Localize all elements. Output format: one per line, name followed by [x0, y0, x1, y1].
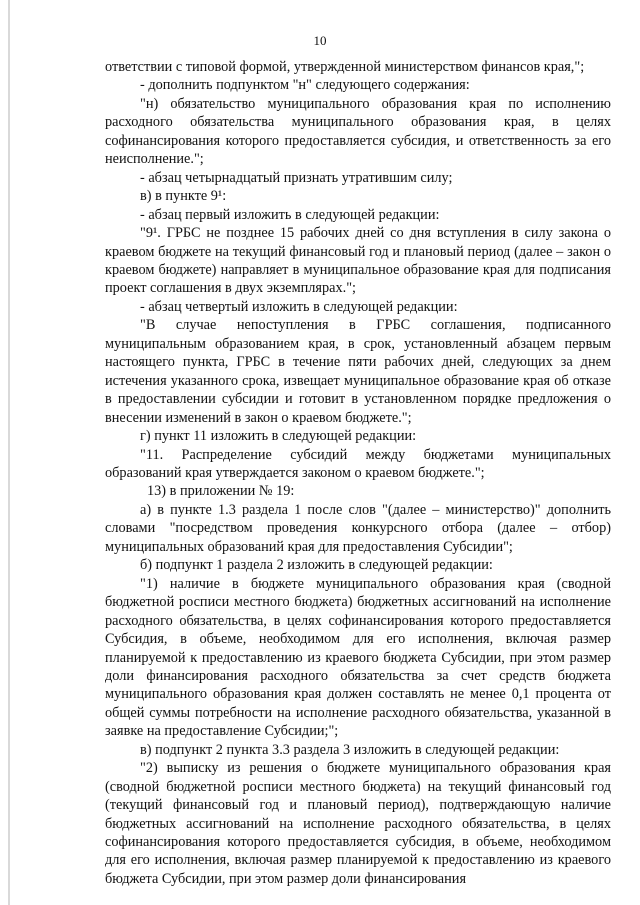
paragraph-abzac-first: - абзац первый изложить в следующей редакции: [140, 206, 440, 223]
paragraph-section-2: б) подпункт 1 раздела 2 изложить в следующей редакции: [140, 557, 493, 574]
paragraph-abzac-fourth: - абзац четвертый изложить в следующей редакции: [140, 298, 458, 315]
paragraph-point-11: г) пункт 11 изложить в следующей редакции: [140, 428, 417, 445]
paragraph-section-2-text: "1) наличие в бюджете муниципального образования края (сводной бюджетной росписи местного бюджета) бюджетных ассигнований на исполнение расходного обязательства, в целях софинансирования которого предоставляется Субсидия, в объеме, необходимом для его исполнения, включая размер планируемой к предоставлению из краевого бюджета Субсидии, при этом размер доли финансирования расходного обязательства за счет средств бюджета муниципального образования края должен составлять не менее 0,1 процента от общей суммы потребности на исполнение расходного обязательства, указанной в заявке на предоставление Субсидии;"; [105, 575, 611, 740]
paragraph-point-11-text: "11. Распределение субсидий между бюджетами муниципальных образований края утверждается законом о краевом бюджете."; [105, 446, 611, 481]
paragraph-point-1-3: а) в пункте 1.3 раздела 1 после слов "(далее – министерство)" дополнить словами "посредством проведения конкурсного отбора (далее – отбор) муниципальных образований края для предоставления Субсидии"; [105, 501, 611, 555]
paragraph-subpoint-n-text: "н) обязательство муниципального образования края по исполнению расходного обязательства муниципального образования края, в целях софинансирования которого предоставляется субсидия, и ответственность за его неисполнение."; [105, 95, 611, 168]
page-number: 10 [313, 33, 327, 48]
paragraph-point-9-1: в) в пункте 9¹: [140, 188, 227, 205]
paragraph-point-3-3: в) подпункт 2 пункта 3.3 раздела 3 изложить в следующей редакции: [140, 741, 560, 758]
paragraph-appendix-19: 13) в приложении № 19: [147, 483, 295, 500]
paragraph-add-subpoint-n: - дополнить подпунктом "н" следующего содержания: [140, 77, 470, 94]
paragraph-point-3-3-text: "2) выписку из решения о бюджете муниципального образования края (сводной бюджетной росписи местного бюджета) на текущий финансовый год (текущий финансовый год и плановый период), подтверждающую наличие бюджетных ассигнований на исполнение расходного обязательства, в целях софинансирования которого предоставляется субсидия, в объеме, необходимом для его исполнения, включая размер планируемой к предоставлению из краевого бюджета Субсидии, при этом размер доли финансирования [105, 760, 611, 887]
paragraph-9-1-text: "9¹. ГРБС не позднее 15 рабочих дней со дня вступления в силу закона о краевом бюджете на текущий финансовый год и плановый период (далее – закон о краевом бюджете) направляет в муниципальное образование края для подписания проект соглашения в двух экземплярах."; [105, 225, 611, 297]
scan-edge [8, 0, 10, 905]
document-body [105, 58, 611, 888]
paragraph-nonreceipt-text: "В случае непоступления в ГРБС соглашения, подписанного муниципальным образованием края, в срок, установленный абзацем первым настоящего пункта, ГРБС в течение пяти рабочих дней, следующих за днем истечения указанного срока, извещает муниципальное образование края об отказе в предоставлении субсидии и готовит в установленном порядке предложения о внесении изменений в закон о краевом бюджете."; [105, 317, 611, 426]
paragraph-abzac-14: - абзац четырнадцатый признать утратившим силу; [140, 169, 453, 186]
paragraph-continuation: ответствии с типовой формой, утвержденной министерством финансов края,"; [105, 59, 585, 75]
